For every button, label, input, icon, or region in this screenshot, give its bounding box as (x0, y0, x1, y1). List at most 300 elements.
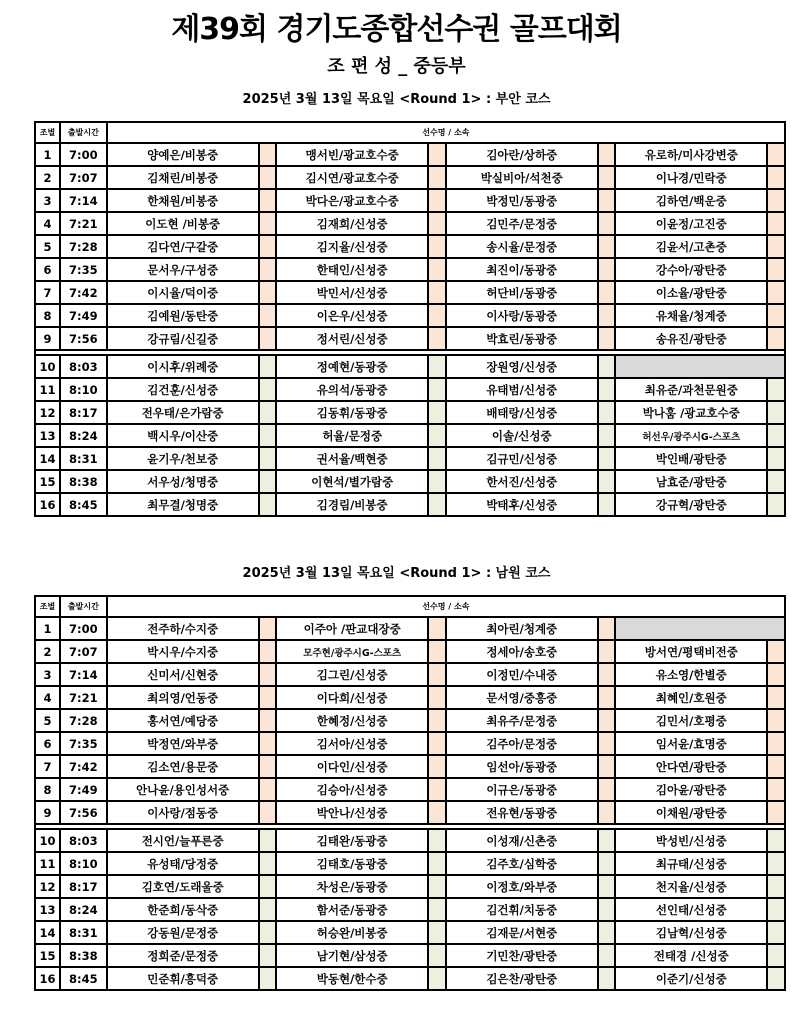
player-cell: 남효준/광탄중 (615, 470, 767, 493)
table-row (35, 378, 785, 401)
division-stripe (767, 304, 785, 327)
division-stripe (428, 235, 446, 258)
division-stripe (259, 235, 277, 258)
division-stripe (428, 470, 446, 493)
table-row (35, 401, 785, 424)
table-row (35, 235, 785, 258)
start-time: 7:21 (60, 212, 107, 235)
table-row (35, 189, 785, 212)
player-cell: 문서영/중흥중 (446, 686, 598, 709)
start-time: 8:10 (60, 378, 107, 401)
start-time: 7:56 (60, 327, 107, 350)
player-cell: 이도현 /비봉중 (107, 212, 259, 235)
player-cell: 김은찬/광탄중 (446, 967, 598, 990)
group-number: 13 (35, 424, 60, 447)
division-stripe (428, 875, 446, 898)
division-stripe (428, 944, 446, 967)
player-cell: 배태랑/신성중 (446, 401, 598, 424)
division-stripe (259, 304, 277, 327)
player-cell: 박태후/신성중 (446, 493, 598, 516)
table-row (35, 212, 785, 235)
division-stripe (259, 258, 277, 281)
division-stripe (428, 663, 446, 686)
player-cell: 최아린/청계중 (446, 617, 598, 640)
start-time: 8:10 (60, 852, 107, 875)
player-cell: 김민주/문정중 (446, 212, 598, 235)
player-cell: 전주하/수지중 (107, 617, 259, 640)
player-cell: 장원영/신성중 (446, 355, 598, 378)
division-stripe (767, 944, 785, 967)
division-stripe (428, 493, 446, 516)
division-stripe (598, 709, 616, 732)
player-cell: 김승아/신성중 (276, 778, 428, 801)
division-stripe (259, 852, 277, 875)
division-stripe (428, 327, 446, 350)
division-stripe (259, 327, 277, 350)
table-body (35, 143, 785, 516)
division-stripe (598, 617, 616, 640)
player-cell: 정세아/송호중 (446, 640, 598, 663)
group-number: 11 (35, 852, 60, 875)
division-stripe (259, 686, 277, 709)
player-cell: 김태완/동광중 (276, 829, 428, 852)
player-cell: 김지율/신성중 (276, 235, 428, 258)
player-cell: 김주아/문정중 (446, 732, 598, 755)
division-stripe (767, 778, 785, 801)
player-cell: 이준기/신성중 (615, 967, 767, 990)
player-cell: 선인태/신성중 (615, 898, 767, 921)
column-header-players: 선수명 / 소속 (107, 122, 785, 143)
start-time: 7:14 (60, 663, 107, 686)
group-number: 5 (35, 709, 60, 732)
start-time: 8:45 (60, 493, 107, 516)
table-header-row (35, 596, 785, 617)
division-stripe (428, 212, 446, 235)
player-cell: 유의석/동광중 (276, 378, 428, 401)
division-stripe (259, 663, 277, 686)
division-stripe (598, 967, 616, 990)
player-cell: 박정민/동광중 (446, 189, 598, 212)
division-stripe (259, 640, 277, 663)
division-stripe (428, 281, 446, 304)
start-time: 8:38 (60, 944, 107, 967)
player-cell: 유태범/신성중 (446, 378, 598, 401)
division-stripe (598, 732, 616, 755)
start-time: 7:35 (60, 732, 107, 755)
player-cell: 김주호/심학중 (446, 852, 598, 875)
player-cell: 박성빈/신성중 (615, 829, 767, 852)
group-number: 15 (35, 944, 60, 967)
division-stripe (428, 401, 446, 424)
division-stripe (259, 447, 277, 470)
table-row (35, 852, 785, 875)
player-cell: 임선아/동광중 (446, 755, 598, 778)
division-stripe (428, 967, 446, 990)
division-stripe (259, 189, 277, 212)
group-number: 11 (35, 378, 60, 401)
division-stripe (428, 166, 446, 189)
start-time: 7:28 (60, 235, 107, 258)
player-cell: 홍서연/예당중 (107, 709, 259, 732)
division-stripe (428, 640, 446, 663)
division-stripe (598, 852, 616, 875)
division-stripe (767, 967, 785, 990)
division-stripe (259, 898, 277, 921)
player-cell: 박시우/수지중 (107, 640, 259, 663)
player-cell: 권서율/백현중 (276, 447, 428, 470)
player-cell: 이나경/민락중 (615, 166, 767, 189)
player-cell: 박민서/신성중 (276, 281, 428, 304)
start-time: 8:17 (60, 875, 107, 898)
start-time: 7:42 (60, 281, 107, 304)
division-stripe (767, 212, 785, 235)
player-cell: 김아윤/광탄중 (615, 778, 767, 801)
division-stripe (259, 801, 277, 824)
table-row (35, 327, 785, 350)
player-cell: 김서아/신성중 (276, 732, 428, 755)
table-row (35, 829, 785, 852)
division-stripe (259, 875, 277, 898)
player-cell: 박나훔 /광교호수중 (615, 401, 767, 424)
player-cell: 이정호/와부중 (446, 875, 598, 898)
division-stripe (767, 493, 785, 516)
player-cell: 이다인/신성중 (276, 755, 428, 778)
division-stripe (767, 189, 785, 212)
player-cell: 박안나/신성중 (276, 801, 428, 824)
table-row (35, 663, 785, 686)
player-cell: 유채율/청계중 (615, 304, 767, 327)
table-row (35, 355, 785, 378)
player-cell: 이소율/광탄중 (615, 281, 767, 304)
table-row (35, 898, 785, 921)
table-body (35, 617, 785, 990)
group-number: 10 (35, 355, 60, 378)
division-stripe (767, 852, 785, 875)
table-row (35, 166, 785, 189)
group-number: 13 (35, 898, 60, 921)
division-stripe (598, 640, 616, 663)
group-number: 4 (35, 212, 60, 235)
player-cell: 이다희/신성중 (276, 686, 428, 709)
division-stripe (598, 875, 616, 898)
player-cell: 문서우/구성중 (107, 258, 259, 281)
division-stripe (767, 470, 785, 493)
player-cell: 모주현/광주시G-스포츠 (276, 640, 428, 663)
division-stripe (598, 493, 616, 516)
group-number: 12 (35, 401, 60, 424)
division-stripe (598, 189, 616, 212)
division-stripe (598, 401, 616, 424)
division-stripe (259, 617, 277, 640)
player-cell: 강동원/문정중 (107, 921, 259, 944)
empty-slot (615, 617, 785, 640)
table-row (35, 424, 785, 447)
division-stripe (767, 378, 785, 401)
round-heading-namwon: 2025년 3월 13일 목요일 <Round 1> : 남원 코스 (242, 566, 551, 581)
player-cell: 김민서/호평중 (615, 709, 767, 732)
table-row (35, 944, 785, 967)
player-cell: 김재희/신성중 (276, 212, 428, 235)
player-cell: 전태경 /신성중 (615, 944, 767, 967)
division-stripe (259, 355, 277, 378)
player-cell: 안나윤/용인성서중 (107, 778, 259, 801)
table-row (35, 755, 785, 778)
start-time: 7:00 (60, 143, 107, 166)
start-time: 8:03 (60, 829, 107, 852)
start-time: 7:14 (60, 189, 107, 212)
division-stripe (598, 355, 616, 378)
table-row (35, 447, 785, 470)
player-cell: 민준휘/흥덕중 (107, 967, 259, 990)
division-stripe (767, 686, 785, 709)
division-stripe (767, 921, 785, 944)
column-header-group: 조별 (35, 122, 60, 143)
column-header-players: 선수명 / 소속 (107, 596, 785, 617)
division-stripe (259, 424, 277, 447)
player-cell: 박실비아/석천중 (446, 166, 598, 189)
division-stripe (428, 829, 446, 852)
start-time: 8:24 (60, 424, 107, 447)
player-cell: 박효린/동광중 (446, 327, 598, 350)
player-cell: 한채원/비봉중 (107, 189, 259, 212)
player-cell: 김태호/동광중 (276, 852, 428, 875)
division-stripe (767, 281, 785, 304)
group-number: 16 (35, 967, 60, 990)
division-stripe (598, 944, 616, 967)
division-stripe (767, 447, 785, 470)
start-time: 8:31 (60, 921, 107, 944)
division-stripe (598, 829, 616, 852)
table-row (35, 801, 785, 824)
round-heading-buan: 2025년 3월 13일 목요일 <Round 1> : 부안 코스 (242, 92, 551, 107)
group-number: 3 (35, 663, 60, 686)
start-time: 7:35 (60, 258, 107, 281)
group-number: 1 (35, 143, 60, 166)
player-cell: 한서진/신성중 (446, 470, 598, 493)
division-stripe (598, 212, 616, 235)
player-cell: 강규림/신길중 (107, 327, 259, 350)
group-number: 14 (35, 447, 60, 470)
schedule-table-namwon (34, 595, 786, 991)
player-cell: 최혜인/호원중 (615, 686, 767, 709)
player-cell: 한태인/신성중 (276, 258, 428, 281)
division-stripe (598, 686, 616, 709)
player-cell: 허선우/광주시G-스포츠 (615, 424, 767, 447)
column-header-start-time: 출발시간 (60, 122, 107, 143)
player-cell: 이사랑/점동중 (107, 801, 259, 824)
group-number: 1 (35, 617, 60, 640)
table-row (35, 875, 785, 898)
division-stripe (259, 143, 277, 166)
player-cell: 이솔/신성중 (446, 424, 598, 447)
division-stripe (259, 921, 277, 944)
player-cell: 송유진/광탄중 (615, 327, 767, 350)
division-stripe (428, 921, 446, 944)
division-stripe (259, 378, 277, 401)
division-stripe (259, 778, 277, 801)
player-cell: 김예원/동탄중 (107, 304, 259, 327)
player-cell: 김규민/신성중 (446, 447, 598, 470)
player-cell: 신미서/신현중 (107, 663, 259, 686)
player-cell: 김남혁/신성중 (615, 921, 767, 944)
player-cell: 천지율/신성중 (615, 875, 767, 898)
division-stripe (767, 663, 785, 686)
player-cell: 한준희/동삭중 (107, 898, 259, 921)
division-stripe (767, 258, 785, 281)
division-stripe (598, 447, 616, 470)
division-stripe (259, 732, 277, 755)
page-subtitle: 조 편 성 _ 중등부 (327, 56, 466, 77)
table-row (35, 281, 785, 304)
group-number: 9 (35, 801, 60, 824)
division-stripe (598, 898, 616, 921)
start-time: 7:49 (60, 778, 107, 801)
player-cell: 강수아/광탄중 (615, 258, 767, 281)
start-time: 7:21 (60, 686, 107, 709)
table-row (35, 493, 785, 516)
page-title: 제39회 경기도종합선수권 골프대회 (171, 12, 622, 47)
player-cell: 이사랑/동광중 (446, 304, 598, 327)
schedule-table-buan (34, 121, 786, 517)
player-cell: 최무결/청명중 (107, 493, 259, 516)
group-number: 3 (35, 189, 60, 212)
division-stripe (428, 852, 446, 875)
division-stripe (259, 401, 277, 424)
group-number: 16 (35, 493, 60, 516)
group-number: 7 (35, 755, 60, 778)
division-stripe (428, 189, 446, 212)
player-cell: 박인배/광탄중 (615, 447, 767, 470)
start-time: 7:07 (60, 166, 107, 189)
player-cell: 최진이/동광중 (446, 258, 598, 281)
player-cell: 최의영/언동중 (107, 686, 259, 709)
division-stripe (598, 304, 616, 327)
group-number: 8 (35, 778, 60, 801)
empty-slot (615, 355, 785, 378)
player-cell: 허단비/동광중 (446, 281, 598, 304)
start-time: 8:24 (60, 898, 107, 921)
player-cell: 남기현/삼성중 (276, 944, 428, 967)
player-cell: 서우성/청명중 (107, 470, 259, 493)
division-stripe (598, 663, 616, 686)
table-row (35, 640, 785, 663)
player-cell: 윤기우/천보중 (107, 447, 259, 470)
player-cell: 김아란/상하중 (446, 143, 598, 166)
player-cell: 방서연/평택비전중 (615, 640, 767, 663)
table-row (35, 617, 785, 640)
division-stripe (767, 875, 785, 898)
player-cell: 이성재/신촌중 (446, 829, 598, 852)
division-stripe (598, 235, 616, 258)
player-cell: 정희준/문정중 (107, 944, 259, 967)
player-cell: 강규혁/광탄중 (615, 493, 767, 516)
division-stripe (767, 166, 785, 189)
player-cell: 이규은/동광중 (446, 778, 598, 801)
column-header-start-time: 출발시간 (60, 596, 107, 617)
player-cell: 최유준/과천문원중 (615, 378, 767, 401)
division-stripe (428, 617, 446, 640)
player-cell: 유로하/미사강변중 (615, 143, 767, 166)
player-cell: 맹서빈/광교호수중 (276, 143, 428, 166)
division-stripe (598, 281, 616, 304)
division-stripe (767, 709, 785, 732)
group-number: 14 (35, 921, 60, 944)
division-stripe (428, 778, 446, 801)
player-cell: 박다은/광교호수중 (276, 189, 428, 212)
player-cell: 김건훈/신성중 (107, 378, 259, 401)
table-row (35, 470, 785, 493)
player-cell: 이윤정/고진중 (615, 212, 767, 235)
player-cell: 안다연/광탄중 (615, 755, 767, 778)
division-stripe (428, 801, 446, 824)
player-cell: 김윤서/고촌중 (615, 235, 767, 258)
player-cell: 김소연/용문중 (107, 755, 259, 778)
table-row (35, 143, 785, 166)
player-cell: 이시율/덕이중 (107, 281, 259, 304)
group-number: 12 (35, 875, 60, 898)
player-cell: 한혜정/신성중 (276, 709, 428, 732)
group-number: 10 (35, 829, 60, 852)
player-cell: 김시연/광교호수중 (276, 166, 428, 189)
division-stripe (767, 327, 785, 350)
table-header-row (35, 122, 785, 143)
division-stripe (428, 686, 446, 709)
division-stripe (598, 378, 616, 401)
player-cell: 유성태/당정중 (107, 852, 259, 875)
division-stripe (767, 829, 785, 852)
division-stripe (767, 424, 785, 447)
player-cell: 이정민/수내중 (446, 663, 598, 686)
division-stripe (259, 755, 277, 778)
division-stripe (259, 829, 277, 852)
table-row (35, 732, 785, 755)
table-row (35, 304, 785, 327)
division-stripe (767, 640, 785, 663)
player-cell: 차성은/동광중 (276, 875, 428, 898)
division-stripe (598, 470, 616, 493)
division-stripe (598, 166, 616, 189)
start-time: 7:28 (60, 709, 107, 732)
player-cell: 김경림/비봉중 (276, 493, 428, 516)
player-cell: 허율/문정중 (276, 424, 428, 447)
group-number: 2 (35, 640, 60, 663)
start-time: 8:45 (60, 967, 107, 990)
player-cell: 전우태/은가람중 (107, 401, 259, 424)
player-cell: 정예현/동광중 (276, 355, 428, 378)
division-stripe (428, 258, 446, 281)
player-cell: 김호연/도래울중 (107, 875, 259, 898)
player-cell: 김다연/구갈중 (107, 235, 259, 258)
group-number: 5 (35, 235, 60, 258)
division-stripe (428, 424, 446, 447)
division-stripe (598, 143, 616, 166)
division-stripe (259, 967, 277, 990)
player-cell: 양예은/비봉중 (107, 143, 259, 166)
player-cell: 김하연/백운중 (615, 189, 767, 212)
group-number: 7 (35, 281, 60, 304)
start-time: 8:17 (60, 401, 107, 424)
player-cell: 김동휘/동광중 (276, 401, 428, 424)
division-stripe (767, 143, 785, 166)
start-time: 7:56 (60, 801, 107, 824)
player-cell: 김재문/서현중 (446, 921, 598, 944)
player-cell: 최규태/신성중 (615, 852, 767, 875)
player-cell: 이주아 /판교대장중 (276, 617, 428, 640)
player-cell: 허승완/비봉중 (276, 921, 428, 944)
division-stripe (428, 304, 446, 327)
start-time: 7:00 (60, 617, 107, 640)
division-stripe (598, 424, 616, 447)
